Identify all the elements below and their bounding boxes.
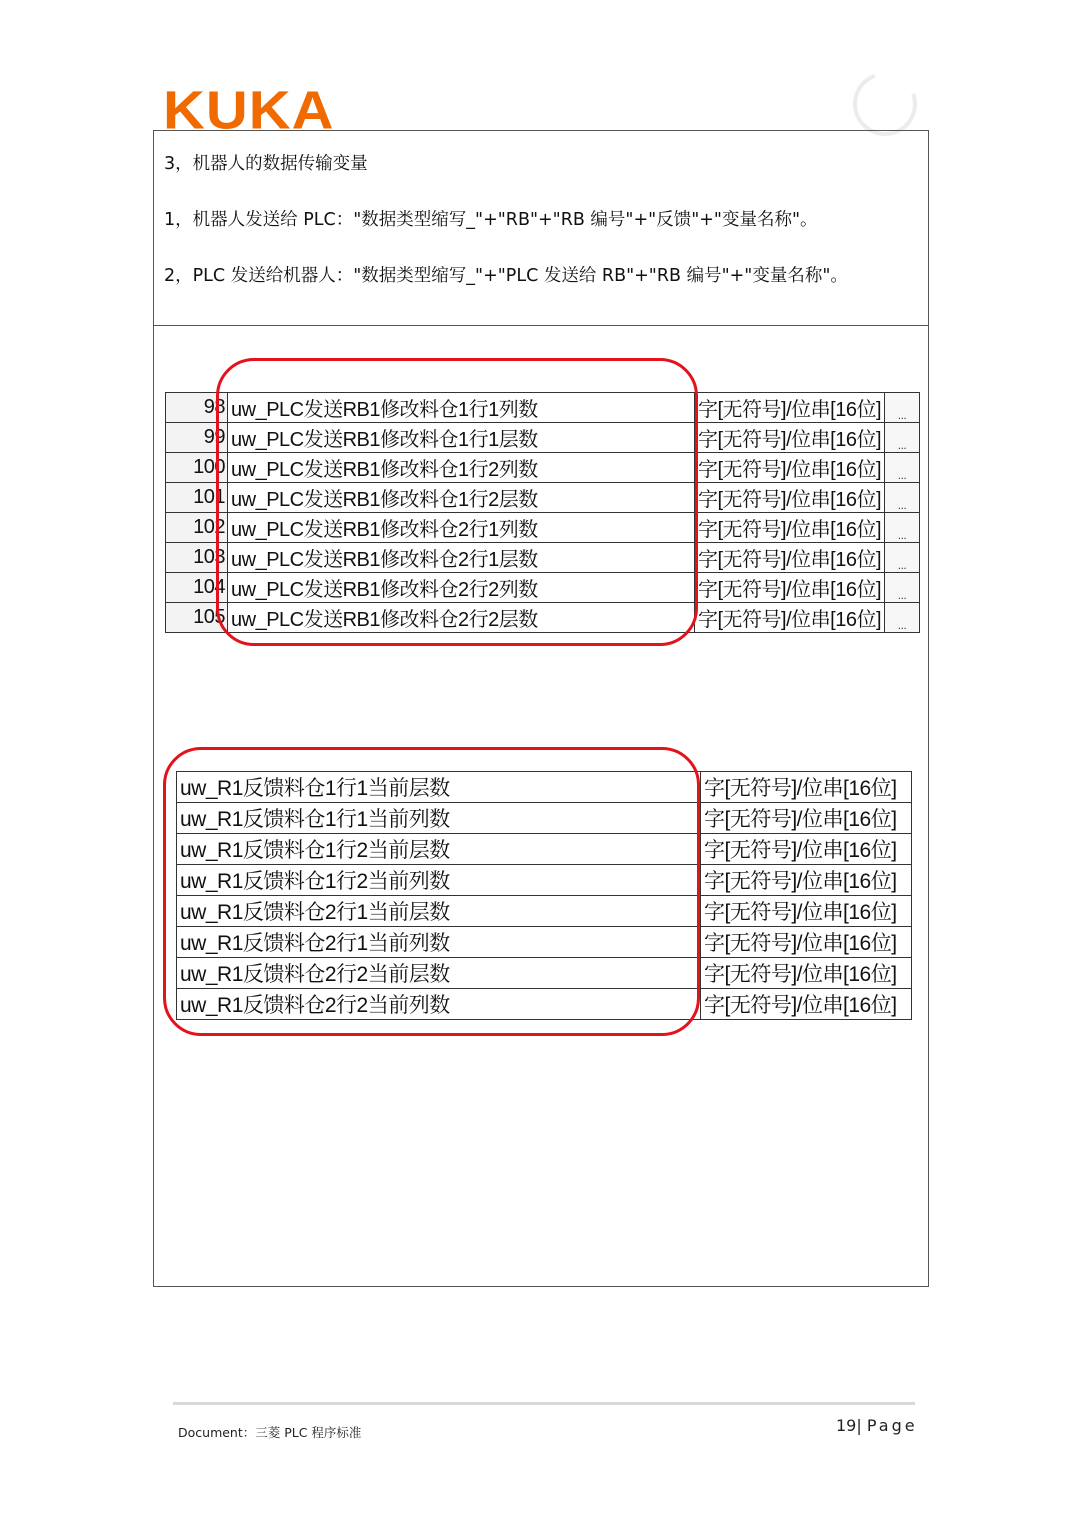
highlight-oval-feedback-names [163, 747, 700, 1036]
variable-name-cell[interactable]: uw_PLC发送RB1修改料仓2行1列数 [228, 513, 695, 543]
variable-name-cell[interactable]: uw_PLC发送RB1修改料仓1行1层数 [228, 423, 695, 453]
page-word: Page [866, 1416, 918, 1435]
data-type-cell[interactable]: 字[无符号]/位串[16位] [695, 393, 885, 423]
data-type-cell[interactable]: 字[无符号]/位串[16位] [701, 772, 912, 803]
row-number: 100 [166, 453, 228, 483]
variable-name-cell[interactable]: uw_R1反馈料仓2行2当前列数 [177, 989, 701, 1020]
variable-name-cell[interactable]: uw_R1反馈料仓1行1当前列数 [177, 803, 701, 834]
variable-name-cell[interactable]: uw_R1反馈料仓2行1当前层数 [177, 896, 701, 927]
variable-name-cell[interactable]: uw_PLC发送RB1修改料仓2行1层数 [228, 543, 695, 573]
page-number-value: 19| [836, 1416, 862, 1435]
footer-divider [173, 1402, 915, 1405]
variable-name-cell[interactable]: uw_R1反馈料仓2行2当前层数 [177, 958, 701, 989]
ellipsis-button[interactable]: ... [885, 603, 920, 633]
highlight-oval-plc-names [216, 358, 698, 646]
data-type-cell[interactable]: 字[无符号]/位串[16位] [695, 513, 885, 543]
variable-name-cell[interactable]: uw_R1反馈料仓1行1当前层数 [177, 772, 701, 803]
row-number: 103 [166, 543, 228, 573]
section-heading: 3，机器人的数据传输变量 [164, 154, 368, 174]
data-type-cell[interactable]: 字[无符号]/位串[16位] [695, 483, 885, 513]
ellipsis-button[interactable]: ... [885, 393, 920, 423]
footer-document-label: Document：三菱 PLC 程序标准 [178, 1425, 362, 1440]
data-type-cell[interactable]: 字[无符号]/位串[16位] [701, 927, 912, 958]
intro-box [154, 131, 928, 326]
ellipsis-button[interactable]: ... [885, 513, 920, 543]
row-number: 104 [166, 573, 228, 603]
ellipsis-button[interactable]: ... [885, 423, 920, 453]
variable-name-cell[interactable]: uw_PLC发送RB1修改料仓1行1列数 [228, 393, 695, 423]
naming-rule-plc-to-robot: 2，PLC 发送给机器人："数据类型缩写_"+"PLC 发送给 RB"+"RB 编号"+"变量名称"。 [164, 266, 848, 286]
data-type-cell[interactable]: 字[无符号]/位串[16位] [701, 989, 912, 1020]
row-number: 105 [166, 603, 228, 633]
data-type-cell[interactable]: 字[无符号]/位串[16位] [701, 896, 912, 927]
row-number: 99 [166, 423, 228, 453]
data-type-cell[interactable]: 字[无符号]/位串[16位] [701, 865, 912, 896]
data-type-cell[interactable]: 字[无符号]/位串[16位] [695, 423, 885, 453]
data-type-cell[interactable]: 字[无符号]/位串[16位] [695, 573, 885, 603]
variable-name-cell[interactable]: uw_PLC发送RB1修改料仓2行2列数 [228, 573, 695, 603]
data-type-cell[interactable]: 字[无符号]/位串[16位] [701, 803, 912, 834]
row-number: 102 [166, 513, 228, 543]
footer-page-number [836, 1416, 918, 1435]
ellipsis-button[interactable]: ... [885, 543, 920, 573]
ellipsis-button[interactable]: ... [885, 573, 920, 603]
ellipsis-button[interactable]: ... [885, 453, 920, 483]
data-type-cell[interactable]: 字[无符号]/位串[16位] [701, 958, 912, 989]
variable-name-cell[interactable]: uw_PLC发送RB1修改料仓2行2层数 [228, 603, 695, 633]
row-number: 101 [166, 483, 228, 513]
ellipsis-button[interactable]: ... [885, 483, 920, 513]
row-number: 98 [166, 393, 228, 423]
variable-name-cell[interactable]: uw_PLC发送RB1修改料仓1行2列数 [228, 453, 695, 483]
variable-name-cell[interactable]: uw_R1反馈料仓2行1当前列数 [177, 927, 701, 958]
data-type-cell[interactable]: 字[无符号]/位串[16位] [695, 453, 885, 483]
kuka-logo: KUKA [163, 80, 335, 141]
data-type-cell[interactable]: 字[无符号]/位串[16位] [695, 543, 885, 573]
data-type-cell[interactable]: 字[无符号]/位串[16位] [701, 834, 912, 865]
variable-name-cell[interactable]: uw_R1反馈料仓1行2当前列数 [177, 865, 701, 896]
variable-name-cell[interactable]: uw_PLC发送RB1修改料仓1行2层数 [228, 483, 695, 513]
content-frame [153, 130, 929, 1287]
naming-rule-robot-to-plc: 1，机器人发送给 PLC："数据类型缩写_"+"RB"+"RB 编号"+"反馈"+"变量名称"。 [164, 210, 818, 230]
variable-name-cell[interactable]: uw_R1反馈料仓1行2当前层数 [177, 834, 701, 865]
data-type-cell[interactable]: 字[无符号]/位串[16位] [695, 603, 885, 633]
